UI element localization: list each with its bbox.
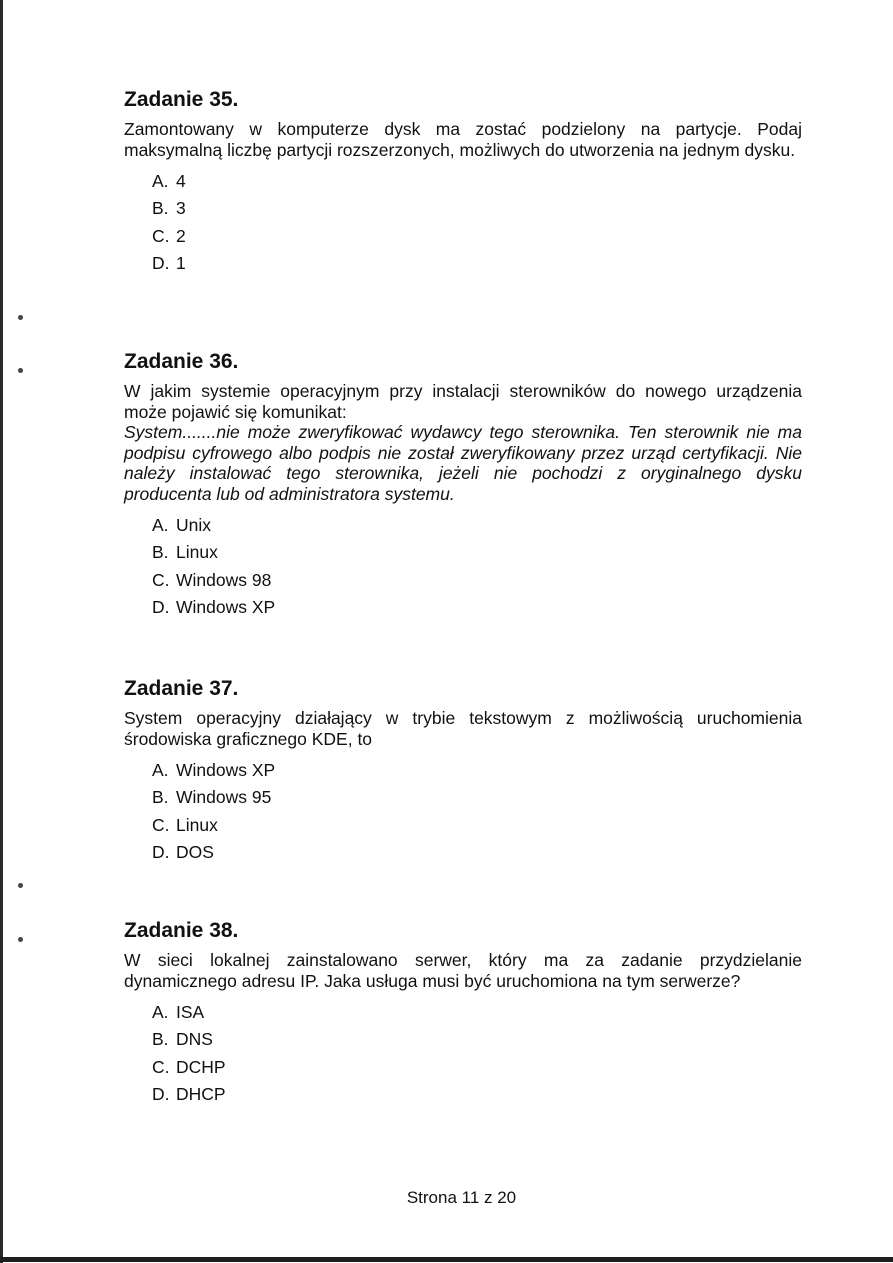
answer-letter: C. <box>152 814 170 835</box>
answer-option[interactable] <box>152 1054 802 1081</box>
answer-letter: D. <box>152 841 170 862</box>
answer-letter: B. <box>152 198 169 219</box>
answer-option[interactable] <box>152 195 802 222</box>
answer-text: 3 <box>176 198 186 219</box>
answer-text: DNS <box>176 1029 213 1050</box>
answer-option[interactable] <box>152 1081 802 1108</box>
answer-option[interactable] <box>152 757 802 784</box>
scan-artifact-dot <box>18 883 23 888</box>
answer-letter: A. <box>152 760 169 780</box>
question-text: W sieci lokalnej zainstalowano serwer, który ma za zadanie przydzielanie dynamicznego adresu IP. Jaka usługa musi być uruchomiona na tym serwerze? <box>124 950 802 991</box>
question-36 <box>124 350 802 621</box>
answer-letter: D. <box>152 1083 170 1104</box>
answer-text: DOS <box>176 841 214 862</box>
answer-letter: D. <box>152 252 170 273</box>
answer-letter: B. <box>152 787 169 808</box>
answer-text: Windows XP <box>176 596 276 617</box>
question-38 <box>124 919 802 1108</box>
answer-option[interactable] <box>152 594 802 621</box>
question-text: Zamontowany w komputerze dysk ma zostać podzielony na partycje. Podaj maksymalną liczbę partycji rozszerzonych, możliwych do utworzenia na jednym dysku. <box>124 119 802 160</box>
answer-text: ISA <box>176 1002 205 1022</box>
answer-letter: B. <box>152 542 169 563</box>
answer-option[interactable] <box>152 512 802 539</box>
question-title: Zadanie 37. <box>124 677 239 700</box>
scan-left-edge <box>0 0 3 1263</box>
system-message-quote: System.......nie może zweryfikować wydawcy tego sterownika. Ten sterownik nie ma podpisu cyfrowego albo podpis nie został zweryfikowany przez urząd certyfikacji. Nie należy instalować tego sterownika, jeżeli nie pochodzi z oryginalnego dysku producenta lub od administratora systemu. <box>124 422 802 504</box>
question-title: Zadanie 35. <box>124 88 239 111</box>
answer-text: 4 <box>176 171 186 191</box>
answer-list <box>124 512 802 621</box>
question-title: Zadanie 36. <box>124 350 239 373</box>
answer-letter: D. <box>152 596 170 617</box>
answer-option[interactable] <box>152 839 802 866</box>
answer-letter: C. <box>152 569 170 590</box>
answer-option[interactable] <box>152 1026 802 1053</box>
scan-bottom-edge <box>0 1257 893 1262</box>
answer-text: Windows XP <box>176 760 276 780</box>
answer-option[interactable] <box>152 168 802 195</box>
answer-list <box>124 168 802 277</box>
answer-text: Linux <box>176 814 218 835</box>
answer-letter: C. <box>152 225 170 246</box>
scan-artifact-dot <box>18 315 23 320</box>
answer-text: DHCP <box>176 1083 226 1104</box>
answer-text: Unix <box>176 515 212 535</box>
answer-text: DCHP <box>176 1056 226 1077</box>
scan-artifact-dot <box>18 368 23 373</box>
answer-text: Windows 98 <box>176 569 272 590</box>
answer-text: 1 <box>176 252 186 273</box>
answer-option[interactable] <box>152 567 802 594</box>
answer-list <box>124 757 802 866</box>
answer-option[interactable] <box>152 539 802 566</box>
answer-option[interactable] <box>152 223 802 250</box>
answer-option[interactable] <box>152 250 802 277</box>
question-text: System operacyjny działający w trybie tekstowym z możliwością uruchomienia środowiska graficznego KDE, to <box>124 708 802 749</box>
answer-letter: B. <box>152 1029 169 1050</box>
answer-text: Linux <box>176 542 218 563</box>
question-35 <box>124 88 802 277</box>
answer-option[interactable] <box>152 999 802 1026</box>
answer-text: Windows 95 <box>176 787 272 808</box>
question-37 <box>124 677 802 866</box>
answer-letter: A. <box>152 171 169 191</box>
answer-text: 2 <box>176 225 186 246</box>
answer-letter: A. <box>152 515 169 535</box>
answer-letter: A. <box>152 1002 169 1022</box>
question-title: Zadanie 38. <box>124 919 239 942</box>
answer-option[interactable] <box>152 784 802 811</box>
answer-letter: C. <box>152 1056 170 1077</box>
page-number: Strona 11 z 20 <box>406 1188 517 1207</box>
question-text: W jakim systemie operacyjnym przy instalacji sterowników do nowego urządzenia może pojawić się komunikat: <box>124 381 802 422</box>
answer-list <box>124 999 802 1108</box>
answer-option[interactable] <box>152 812 802 839</box>
scan-artifact-dot <box>18 937 23 942</box>
